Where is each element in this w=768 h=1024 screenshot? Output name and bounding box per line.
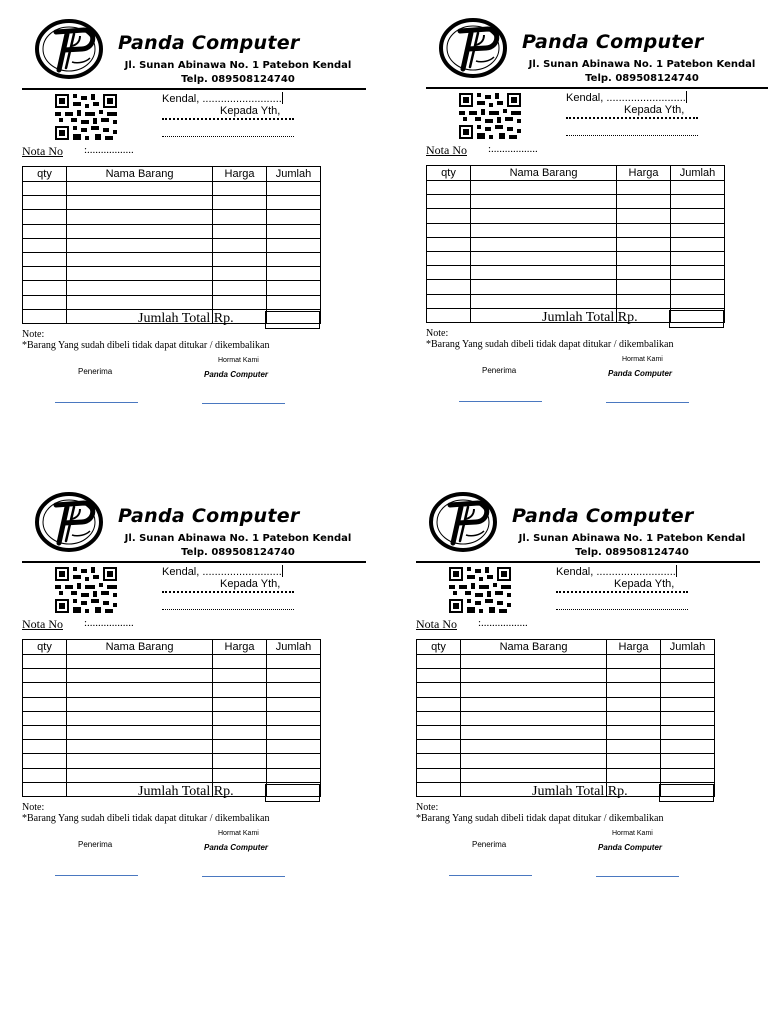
total-label: Jumlah Total Rp. xyxy=(532,784,628,799)
item-name-cell[interactable] xyxy=(67,295,213,309)
column-header-amount: Jumlah xyxy=(661,640,715,655)
shop-signature-line[interactable] xyxy=(606,402,689,403)
table-row xyxy=(417,683,715,697)
price-cell[interactable] xyxy=(213,697,267,711)
qty-cell[interactable] xyxy=(23,267,67,281)
recipient-label: Kepada Yth, xyxy=(220,105,281,117)
item-name-cell[interactable] xyxy=(471,223,617,237)
items-table xyxy=(416,639,715,797)
table-row xyxy=(23,252,321,266)
shop-name: Panda Computer xyxy=(522,31,704,53)
qty-cell[interactable] xyxy=(23,224,67,238)
amount-cell[interactable] xyxy=(661,697,715,711)
qty-cell[interactable] xyxy=(23,182,67,196)
note-label: Note: xyxy=(426,328,449,339)
price-cell[interactable] xyxy=(607,711,661,725)
receiver-signature-line[interactable] xyxy=(449,875,532,876)
regards-label: Hormat Kami xyxy=(612,830,653,837)
column-header-item-name: Nama Barang xyxy=(67,640,213,655)
shop-name: Panda Computer xyxy=(118,505,300,527)
qty-cell[interactable] xyxy=(23,309,67,323)
nota-number-field[interactable]: :................. xyxy=(478,617,528,629)
nota-number-field[interactable]: :................. xyxy=(84,144,134,156)
amount-cell[interactable] xyxy=(661,740,715,754)
recipient-label: Kepada Yth, xyxy=(614,578,675,590)
amount-cell[interactable] xyxy=(267,196,321,210)
amount-cell[interactable] xyxy=(267,281,321,295)
table-row xyxy=(23,725,321,739)
column-header-item-name: Nama Barang xyxy=(461,640,607,655)
price-cell[interactable] xyxy=(607,725,661,739)
price-cell[interactable] xyxy=(617,266,671,280)
table-row xyxy=(427,181,725,195)
qty-cell[interactable] xyxy=(427,308,471,322)
nota-number-label: Nota No xyxy=(22,144,63,158)
amount-cell[interactable] xyxy=(661,683,715,697)
shop-address: Jl. Sunan Abinawa No. 1 Patebon Kendal xyxy=(528,59,756,70)
amount-cell[interactable] xyxy=(661,725,715,739)
table-row xyxy=(427,223,725,237)
qty-cell[interactable] xyxy=(23,740,67,754)
shop-address: Jl. Sunan Abinawa No. 1 Patebon Kendal xyxy=(518,533,746,544)
amount-cell[interactable] xyxy=(661,754,715,768)
receipt-2 xyxy=(426,17,756,437)
recipient-line-2[interactable] xyxy=(162,136,294,137)
items-table-header xyxy=(23,640,321,655)
total-amount-field[interactable] xyxy=(265,784,320,802)
shop-phone: Telp. 089508124740 xyxy=(181,74,295,85)
total-amount-field[interactable] xyxy=(669,310,724,328)
column-header-price: Harga xyxy=(213,640,267,655)
regards-shop-name: Panda Computer xyxy=(204,370,269,379)
column-header-price: Harga xyxy=(213,167,267,182)
amount-cell[interactable] xyxy=(267,768,321,782)
amount-cell[interactable] xyxy=(267,711,321,725)
recipient-label: Kepada Yth, xyxy=(624,104,685,116)
date-line[interactable]: Kendal, .......................... xyxy=(556,566,676,578)
qty-cell[interactable] xyxy=(23,210,67,224)
shop-address: Jl. Sunan Abinawa No. 1 Patebon Kendal xyxy=(124,60,352,71)
qty-cell[interactable] xyxy=(23,768,67,782)
amount-cell[interactable] xyxy=(671,195,725,209)
qty-cell[interactable] xyxy=(417,683,461,697)
qty-cell[interactable] xyxy=(23,683,67,697)
regards-label: Hormat Kami xyxy=(622,356,663,363)
item-name-cell[interactable] xyxy=(67,655,213,669)
item-name-cell[interactable] xyxy=(67,267,213,281)
price-cell[interactable] xyxy=(617,294,671,308)
table-row xyxy=(23,740,321,754)
qr-code-icon xyxy=(55,94,117,140)
amount-cell[interactable] xyxy=(671,237,725,251)
header-divider xyxy=(22,561,366,563)
table-row xyxy=(427,266,725,280)
amount-cell[interactable] xyxy=(267,683,321,697)
table-row xyxy=(427,195,725,209)
amount-cell[interactable] xyxy=(267,182,321,196)
price-cell[interactable] xyxy=(607,697,661,711)
receiver-signature-line[interactable] xyxy=(55,875,138,876)
qty-cell[interactable] xyxy=(23,697,67,711)
price-cell[interactable] xyxy=(213,267,267,281)
table-row xyxy=(23,697,321,711)
item-name-cell[interactable] xyxy=(471,251,617,265)
note-label: Note: xyxy=(22,329,45,340)
item-name-cell[interactable] xyxy=(67,725,213,739)
table-row xyxy=(417,768,715,782)
qty-cell[interactable] xyxy=(417,768,461,782)
amount-cell[interactable] xyxy=(671,266,725,280)
price-cell[interactable] xyxy=(213,740,267,754)
table-row xyxy=(23,754,321,768)
table-row xyxy=(417,697,715,711)
item-name-cell[interactable] xyxy=(461,740,607,754)
items-table xyxy=(22,639,321,797)
total-label: Jumlah Total Rp. xyxy=(138,784,234,799)
total-label: Jumlah Total Rp. xyxy=(138,311,234,326)
item-name-cell[interactable] xyxy=(67,252,213,266)
amount-cell[interactable] xyxy=(267,697,321,711)
header-divider xyxy=(22,88,366,90)
amount-cell[interactable] xyxy=(671,280,725,294)
price-cell[interactable] xyxy=(213,669,267,683)
price-cell[interactable] xyxy=(213,754,267,768)
receiver-signature-line[interactable] xyxy=(55,402,138,403)
price-cell[interactable] xyxy=(607,740,661,754)
shop-phone: Telp. 089508124740 xyxy=(575,547,689,558)
panda-p-logo-icon xyxy=(428,491,498,553)
price-cell[interactable] xyxy=(213,683,267,697)
regards-label: Hormat Kami xyxy=(218,830,259,837)
shop-phone: Telp. 089508124740 xyxy=(585,73,699,84)
table-row xyxy=(427,294,725,308)
regards-label: Hormat Kami xyxy=(218,357,259,364)
receiver-label: Penerima xyxy=(78,840,113,849)
amount-cell[interactable] xyxy=(267,295,321,309)
price-cell[interactable] xyxy=(607,655,661,669)
qty-cell[interactable] xyxy=(417,711,461,725)
column-header-amount: Jumlah xyxy=(267,640,321,655)
qty-cell[interactable] xyxy=(427,181,471,195)
note-label: Note: xyxy=(416,802,439,813)
price-cell[interactable] xyxy=(607,754,661,768)
price-cell[interactable] xyxy=(617,251,671,265)
recipient-line-1[interactable] xyxy=(162,118,294,120)
qty-cell[interactable] xyxy=(427,237,471,251)
nota-number-label: Nota No xyxy=(22,617,63,631)
qty-cell[interactable] xyxy=(23,782,67,796)
qty-cell[interactable] xyxy=(23,655,67,669)
recipient-line-2[interactable] xyxy=(556,609,688,610)
price-cell[interactable] xyxy=(213,725,267,739)
receipt-4 xyxy=(416,491,746,911)
item-name-cell[interactable] xyxy=(67,697,213,711)
items-table-header xyxy=(23,167,321,182)
item-name-cell[interactable] xyxy=(461,683,607,697)
receiver-label: Penerima xyxy=(482,366,517,375)
table-row xyxy=(417,711,715,725)
column-header-item-name: Nama Barang xyxy=(67,167,213,182)
table-row xyxy=(23,182,321,196)
items-table-header xyxy=(427,166,725,181)
nota-number-field[interactable]: :................. xyxy=(84,617,134,629)
price-cell[interactable] xyxy=(213,196,267,210)
table-row xyxy=(23,267,321,281)
table-row xyxy=(23,768,321,782)
panda-p-logo-icon xyxy=(34,18,104,80)
total-amount-field[interactable] xyxy=(659,784,714,802)
table-row xyxy=(23,711,321,725)
price-cell[interactable] xyxy=(617,223,671,237)
table-row xyxy=(23,238,321,252)
header-divider xyxy=(416,561,760,563)
nota-number-label: Nota No xyxy=(416,617,457,631)
table-row xyxy=(417,754,715,768)
column-header-amount: Jumlah xyxy=(671,166,725,181)
column-header-qty: qty xyxy=(417,640,461,655)
price-cell[interactable] xyxy=(213,768,267,782)
shop-phone: Telp. 089508124740 xyxy=(181,547,295,558)
receiver-label: Penerima xyxy=(472,840,507,849)
amount-cell[interactable] xyxy=(661,655,715,669)
table-row xyxy=(23,210,321,224)
amount-cell[interactable] xyxy=(267,725,321,739)
table-row xyxy=(427,251,725,265)
qty-cell[interactable] xyxy=(417,754,461,768)
regards-shop-name: Panda Computer xyxy=(608,369,673,378)
date-line[interactable]: Kendal, .......................... xyxy=(162,93,282,105)
amount-cell[interactable] xyxy=(661,768,715,782)
qty-cell[interactable] xyxy=(417,655,461,669)
qty-cell[interactable] xyxy=(417,669,461,683)
shop-signature-line[interactable] xyxy=(202,876,285,877)
price-cell[interactable] xyxy=(213,711,267,725)
item-name-cell[interactable] xyxy=(471,195,617,209)
qty-cell[interactable] xyxy=(23,669,67,683)
column-header-qty: qty xyxy=(23,167,67,182)
column-header-qty: qty xyxy=(427,166,471,181)
amount-cell[interactable] xyxy=(671,251,725,265)
note-label: Note: xyxy=(22,802,45,813)
shop-name: Panda Computer xyxy=(118,32,300,54)
note-text: *Barang Yang sudah dibeli tidak dapat ditukar / dikembalikan xyxy=(22,340,270,351)
price-cell[interactable] xyxy=(213,281,267,295)
items-table-header xyxy=(417,640,715,655)
qty-cell[interactable] xyxy=(417,740,461,754)
item-name-cell[interactable] xyxy=(471,266,617,280)
qty-cell[interactable] xyxy=(427,294,471,308)
table-row xyxy=(417,725,715,739)
column-header-item-name: Nama Barang xyxy=(471,166,617,181)
price-cell[interactable] xyxy=(213,224,267,238)
header-divider xyxy=(426,87,768,89)
column-header-price: Harga xyxy=(617,166,671,181)
regards-shop-name: Panda Computer xyxy=(204,843,269,852)
nota-number-label: Nota No xyxy=(426,143,467,157)
table-row xyxy=(427,280,725,294)
qty-cell[interactable] xyxy=(23,281,67,295)
item-name-cell[interactable] xyxy=(67,683,213,697)
qty-cell[interactable] xyxy=(23,754,67,768)
note-text: *Barang Yang sudah dibeli tidak dapat ditukar / dikembalikan xyxy=(22,813,270,824)
item-name-cell[interactable] xyxy=(461,697,607,711)
qty-cell[interactable] xyxy=(23,252,67,266)
qty-cell[interactable] xyxy=(427,266,471,280)
item-name-cell[interactable] xyxy=(67,281,213,295)
item-name-cell[interactable] xyxy=(461,768,607,782)
items-table xyxy=(426,165,725,323)
recipient-line-1[interactable] xyxy=(556,591,688,593)
price-cell[interactable] xyxy=(213,655,267,669)
table-row xyxy=(417,740,715,754)
panda-p-logo-icon xyxy=(34,491,104,553)
item-name-cell[interactable] xyxy=(471,280,617,294)
recipient-line-2[interactable] xyxy=(566,135,698,136)
recipient-label: Kepada Yth, xyxy=(220,578,281,590)
price-cell[interactable] xyxy=(617,209,671,223)
qty-cell[interactable] xyxy=(23,196,67,210)
column-header-price: Harga xyxy=(607,640,661,655)
column-header-amount: Jumlah xyxy=(267,167,321,182)
date-line[interactable]: Kendal, .......................... xyxy=(162,566,282,578)
item-name-cell[interactable] xyxy=(461,754,607,768)
qty-cell[interactable] xyxy=(23,295,67,309)
table-row xyxy=(417,669,715,683)
qty-cell[interactable] xyxy=(23,238,67,252)
panda-p-logo-icon xyxy=(438,17,508,79)
item-name-cell[interactable] xyxy=(471,181,617,195)
amount-cell[interactable] xyxy=(267,669,321,683)
qr-code-icon xyxy=(459,93,521,139)
item-name-cell[interactable] xyxy=(67,754,213,768)
amount-cell[interactable] xyxy=(267,267,321,281)
price-cell[interactable] xyxy=(617,237,671,251)
table-row xyxy=(23,655,321,669)
price-cell[interactable] xyxy=(617,195,671,209)
shop-name: Panda Computer xyxy=(512,505,694,527)
price-cell[interactable] xyxy=(607,683,661,697)
qty-cell[interactable] xyxy=(427,209,471,223)
total-label: Jumlah Total Rp. xyxy=(542,310,638,325)
item-name-cell[interactable] xyxy=(461,725,607,739)
qr-code-icon xyxy=(449,567,511,613)
shop-signature-line[interactable] xyxy=(202,403,285,404)
price-cell[interactable] xyxy=(213,238,267,252)
receipt-3 xyxy=(22,491,352,911)
price-cell[interactable] xyxy=(213,295,267,309)
item-name-cell[interactable] xyxy=(67,711,213,725)
item-name-cell[interactable] xyxy=(67,768,213,782)
qty-cell[interactable] xyxy=(427,223,471,237)
amount-cell[interactable] xyxy=(671,223,725,237)
qty-cell[interactable] xyxy=(417,725,461,739)
receiver-signature-line[interactable] xyxy=(459,401,542,402)
item-name-cell[interactable] xyxy=(67,740,213,754)
nota-number-field[interactable]: :................. xyxy=(488,143,538,155)
receipt-1 xyxy=(22,18,352,438)
amount-cell[interactable] xyxy=(267,740,321,754)
table-row xyxy=(23,281,321,295)
qr-code-icon xyxy=(55,567,117,613)
table-row xyxy=(23,224,321,238)
qty-cell[interactable] xyxy=(23,711,67,725)
item-name-cell[interactable] xyxy=(67,196,213,210)
table-row xyxy=(427,209,725,223)
amount-cell[interactable] xyxy=(661,711,715,725)
item-name-cell[interactable] xyxy=(471,294,617,308)
date-line[interactable]: Kendal, .......................... xyxy=(566,92,686,104)
amount-cell[interactable] xyxy=(267,655,321,669)
price-cell[interactable] xyxy=(213,210,267,224)
price-cell[interactable] xyxy=(607,768,661,782)
price-cell[interactable] xyxy=(213,252,267,266)
amount-cell[interactable] xyxy=(267,238,321,252)
table-row xyxy=(427,237,725,251)
price-cell[interactable] xyxy=(607,669,661,683)
item-name-cell[interactable] xyxy=(67,210,213,224)
item-name-cell[interactable] xyxy=(67,238,213,252)
recipient-line-1[interactable] xyxy=(162,591,294,593)
recipient-line-1[interactable] xyxy=(566,117,698,119)
table-row xyxy=(23,669,321,683)
item-name-cell[interactable] xyxy=(67,224,213,238)
price-cell[interactable] xyxy=(617,280,671,294)
total-amount-field[interactable] xyxy=(265,311,320,329)
amount-cell[interactable] xyxy=(671,209,725,223)
amount-cell[interactable] xyxy=(267,224,321,238)
amount-cell[interactable] xyxy=(267,754,321,768)
table-row xyxy=(417,655,715,669)
shop-address: Jl. Sunan Abinawa No. 1 Patebon Kendal xyxy=(124,533,352,544)
table-row xyxy=(23,683,321,697)
table-row xyxy=(23,196,321,210)
qty-cell[interactable] xyxy=(427,251,471,265)
amount-cell[interactable] xyxy=(671,181,725,195)
qty-cell[interactable] xyxy=(417,782,461,796)
recipient-line-2[interactable] xyxy=(162,609,294,610)
shop-signature-line[interactable] xyxy=(596,876,679,877)
item-name-cell[interactable] xyxy=(67,182,213,196)
item-name-cell[interactable] xyxy=(461,711,607,725)
amount-cell[interactable] xyxy=(267,210,321,224)
note-text: *Barang Yang sudah dibeli tidak dapat ditukar / dikembalikan xyxy=(416,813,664,824)
item-name-cell[interactable] xyxy=(461,669,607,683)
regards-shop-name: Panda Computer xyxy=(598,843,663,852)
qty-cell[interactable] xyxy=(23,725,67,739)
price-cell[interactable] xyxy=(617,181,671,195)
amount-cell[interactable] xyxy=(661,669,715,683)
amount-cell[interactable] xyxy=(671,294,725,308)
note-text: *Barang Yang sudah dibeli tidak dapat ditukar / dikembalikan xyxy=(426,339,674,350)
amount-cell[interactable] xyxy=(267,252,321,266)
item-name-cell[interactable] xyxy=(471,237,617,251)
item-name-cell[interactable] xyxy=(67,669,213,683)
receiver-label: Penerima xyxy=(78,367,113,376)
table-row xyxy=(23,295,321,309)
item-name-cell[interactable] xyxy=(471,209,617,223)
item-name-cell[interactable] xyxy=(461,655,607,669)
column-header-qty: qty xyxy=(23,640,67,655)
items-table xyxy=(22,166,321,324)
qty-cell[interactable] xyxy=(427,280,471,294)
price-cell[interactable] xyxy=(213,182,267,196)
qty-cell[interactable] xyxy=(417,697,461,711)
qty-cell[interactable] xyxy=(427,195,471,209)
